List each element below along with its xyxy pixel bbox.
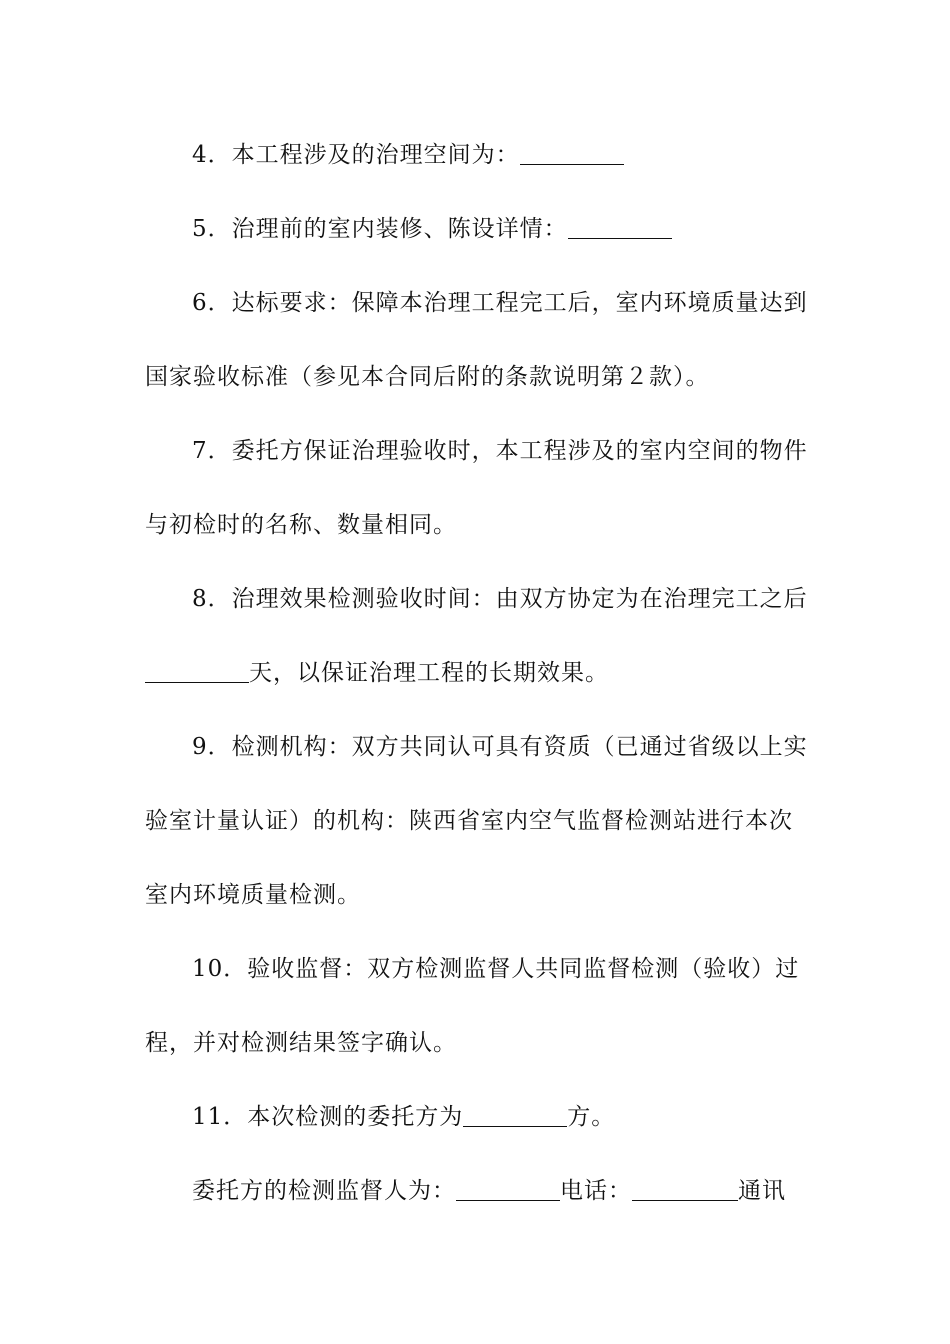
clause-9-line-1	[145, 732, 857, 762]
clause-11-line-1	[145, 1102, 857, 1132]
clause-9-line-2	[145, 806, 810, 836]
clause-10-line-2	[145, 1028, 810, 1058]
phone-blank	[632, 1178, 738, 1201]
clause-9-text-1: 9．检测机构：双方共同认可具有资质（已通过省级以上实	[192, 734, 808, 760]
clause-6-line-2	[145, 362, 810, 392]
clause-7-text-2: 与初检时的名称、数量相同。	[145, 512, 457, 538]
clause-8-text-1: 8．治理效果检测验收时间：由双方协定为在治理完工之后	[192, 586, 808, 612]
clause-6-text-2: 国家验收标准（参见本合同后附的条款说明第２款）。	[145, 364, 710, 390]
clause-11-text-1: 11．本次检测的委托方为	[192, 1104, 464, 1130]
clause-7-line-2	[145, 510, 810, 540]
client-party-blank	[463, 1104, 567, 1127]
clause-7-line-1	[145, 436, 857, 466]
clause-4	[145, 140, 857, 170]
clause-9-text-2: 验室计量认证）的机构：陕西省室内空气监督检测站进行本次	[145, 808, 793, 834]
clause-9-text-3: 室内环境质量检测。	[145, 882, 361, 908]
phone-label: 电话：	[560, 1178, 632, 1204]
clause-5-text: 5．治理前的室内装修、陈设详情：	[192, 216, 568, 242]
decoration-details-blank	[568, 216, 672, 239]
clause-10-text-1: 10．验收监督：双方检测监督人共同监督检测（验收）过	[192, 956, 800, 982]
clause-10-text-2: 程，并对检测结果签字确认。	[145, 1030, 457, 1056]
clause-6-line-1	[145, 288, 857, 318]
clause-5	[145, 214, 857, 244]
clause-9-line-3	[145, 880, 810, 910]
days-blank	[145, 660, 249, 683]
clause-6-text-1: 6．达标要求：保障本治理工程完工后，室内环境质量达到	[192, 290, 808, 316]
client-supervisor-label: 委托方的检测监督人为：	[192, 1178, 456, 1204]
clause-7-text-1: 7．委托方保证治理验收时，本工程涉及的室内空间的物件	[192, 438, 808, 464]
client-supervisor-blank	[456, 1178, 560, 1201]
treatment-space-blank	[520, 142, 624, 165]
clause-8-text-2: 天，以保证治理工程的长期效果。	[249, 660, 609, 686]
clause-11-text-2: 方。	[567, 1104, 616, 1130]
clause-4-text: 4．本工程涉及的治理空间为：	[192, 142, 520, 168]
clause-8-line-1	[145, 584, 857, 614]
address-label: 通讯	[738, 1178, 786, 1204]
client-supervisor-line	[145, 1176, 857, 1206]
clause-8-line-2	[145, 658, 810, 688]
clause-10-line-1	[145, 954, 857, 984]
